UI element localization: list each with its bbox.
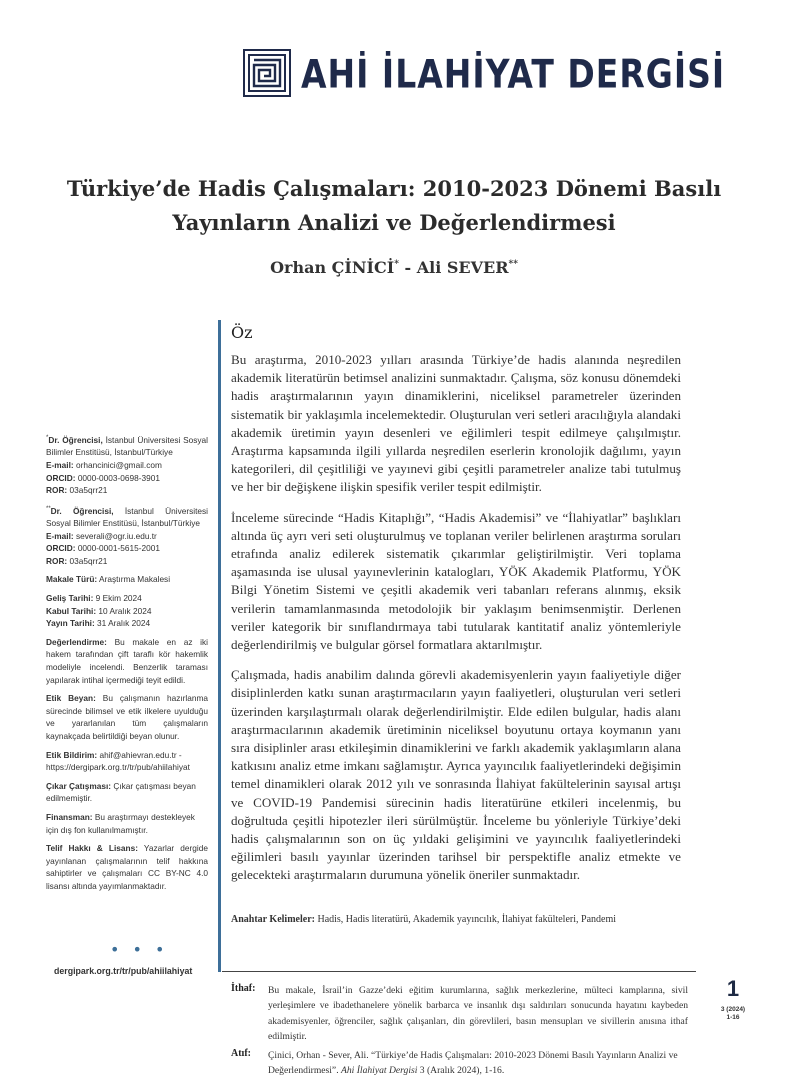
journal-name: AHİ İLAHİYAT DERGİSİ xyxy=(301,49,726,97)
license-statement: Telif Hakkı & Lisans: Yazarlar dergide yayınlanan çalışmalarının telif hakkına sahiptirler ve çalışmaları CC BY-NC 4.0 lisansı altında yayımlanmaktadır. xyxy=(46,843,208,891)
author2-email[interactable]: severali@ogr.iu.edu.tr xyxy=(75,530,157,541)
article-info-sidebar xyxy=(46,432,208,899)
author-name: Ali SEVER xyxy=(416,258,509,277)
article-dates: Geliş Tarihi: 9 Ekim 2024 Kabul Tarihi: 10 Aralık 2024 Yayın Tarihi: 31 Aralık 2024 xyxy=(46,593,152,629)
journal-site-link[interactable]: dergipark.org.tr/tr/pub/ahiilahiyat xyxy=(54,966,193,976)
abstract-paragraph: İnceleme sürecinde “Hadis Kitaplığı”, “Hadis Akademisi” ve “İlahiyatlar” başlıkları altında üç ayrı veri seti oluşturulmuş ve toplanan veriler belirlenen araştırma soruları etrafında analiz edilerek sistematik çıkarımlar geliştirilmiştir. Veri toplama aşamasında ise ulusal yayınevlerinin katalogları, YÖK Akademik Platformu, YÖK Bilgi Yönetim Sistemi ve çeşitli akademik veri tabanları referans alınmış, eksik verilerin tamamlanmasında metodolojik bir yaklaşım benimsenmiştir. Derlenen veriler kategorik bir sınıflandırmaya tabi tutularak kantitatif analiz yöntemleriyle değerlendirilmiş ve bulgular görsel formatlara aktarılmıştır. xyxy=(231,509,681,653)
footer-divider xyxy=(222,971,696,972)
review-statement: Değerlendirme: Bu makale en az iki hakem tarafından çift taraflı kör hakemlik modeliyle incelendi. Benzerlik taraması yapılarak intihal içermediği teyit edildi. xyxy=(46,636,208,685)
author2-affiliation: **Dr. Öğrencisi, İstanbul Üniversitesi Sosyal Bilimler Enstitüsü, İstanbul/Türkiye E-mail: severali@ogr.iu.edu.tr ORCID: 0000-0001-5615-2001 ROR: 03a5qrr21 xyxy=(46,505,208,566)
ethics-report-contact[interactable]: ahif@ahievran.edu.tr - https://dergipark.org.tr/tr/pub/ahiilahiyat xyxy=(46,749,190,773)
journal-logo xyxy=(243,48,725,98)
article-type: Makale Türü: Araştırma Makalesi xyxy=(46,574,171,585)
citation-text: Çinici, Orhan - Sever, Ali. “Türkiye’de Hadis Çalışmaları: 2010-2023 Dönemi Basılı Yayınların Analizi ve Değerlendirmesi”. Ahi İlahiyat Dergisi 3 (Aralık 2024), 1-16. xyxy=(268,1050,678,1077)
keywords: Anahtar Kelimeler: Hadis, Hadis literatürü, Akademik yayıncılık, İlahiyat fakülteleri, Pandemi xyxy=(231,914,616,925)
author1-ror[interactable]: 03a5qrr21 xyxy=(69,485,108,496)
funding-statement: Finansman: Bu araştırmayı destekleyek için dış fon kullanılmamıştır. xyxy=(46,811,195,835)
author1-affiliation: *Dr. Öğrencisi, İstanbul Üniversitesi Sosyal Bilimler Enstitüsü, İstanbul/Türkiye E-mail: orhancinici@gmail.com ORCID: 0000-0003-0698-3901 ROR: 03a5qrr21 xyxy=(46,434,208,496)
author-separator: - xyxy=(398,258,417,277)
abstract-body xyxy=(231,351,681,897)
ethics-report: Etik Bildirim: ahif@ahievran.edu.tr - https://dergipark.org.tr/tr/pub/ahiilahiyat xyxy=(46,749,190,773)
decorative-dots: • • • xyxy=(110,940,169,959)
article-title: Türkiye’de Hadis Çalışmaları: 2010-2023 Dönemi Basılı Yayınların Analizi ve Değerlendirmesi xyxy=(66,176,722,235)
author2-orcid[interactable]: 0000-0001-5615-2001 xyxy=(77,543,160,554)
abstract-heading: Öz xyxy=(231,323,253,342)
journal-emblem-icon xyxy=(243,49,291,97)
author1-email[interactable]: orhancinici@gmail.com xyxy=(75,459,162,470)
dedication-label: İthaf: xyxy=(231,983,256,994)
column-divider xyxy=(218,320,221,972)
abstract-paragraph: Çalışmada, hadis anabilim dalında görevli akademisyenlerin yayın faaliyetiyle diğer disiplinlerden katkı sunan araştırmacıların yayın faaliyetleri, oluşturulan veri setleri üzerinden karşılaştırmalı olarak değerlendirilmiştir. Elde edilen bulgular, hadis alanı araştırmacılarının akademik üretiminin niceliksel boyutunu ortaya koymanın yanı sıra disiplinler arası etkileşimin dinamiklerini ve farklı akademik yaklaşımların alana katkısını analiz etme imkanı sağlamıştır. Ayrıca yayıncılık faaliyetlerindeki değişimin temel dinamikleri olarak 2012 yılı ve sonrasında İlahiyat fakültelerinin sayısal artışı ve COVID-19 Pandemisi sürecinin hadis literatürüne etkileri incelenmiş, bu doğrultuda çeşitli hipotezler ileri sürülmüştür. İnceleme bu yönleriyle Türkiye’deki hadis çalışmalarının son on üç yıldaki gelişimini ve yayıncılık faaliyetlerindeki eğilimleri basılı yayınlar üzerinden tarihsel bir perspektifle analiz etmekte ve gelecekteki araştırmaların durumuna yönelik öneriler sunmaktadır. xyxy=(231,667,681,883)
author-line xyxy=(30,258,758,277)
issue-info: 3 (2024) 1-16 xyxy=(720,1006,746,1021)
conflict-statement: Çıkar Çatışması: Çıkar çatışması beyan edilmemiştir. xyxy=(46,780,196,804)
ethics-statement: Etik Beyan: Bu çalışmanın hazırlanma sürecinde bilimsel ve etik ilkelere uyulduğu ve yararlanılan tüm çalışmaların kaynakçada belirtildiği beyan olunur. xyxy=(46,693,209,741)
author-footnote-mark: * xyxy=(394,259,399,270)
citation-label: Atıf: xyxy=(231,1048,251,1059)
author-footnote-mark: ** xyxy=(508,259,518,270)
author2-ror[interactable]: 03a5qrr21 xyxy=(69,555,108,566)
dedication-text: Bu makale, İsrail’in Gazze’deki eğitim kurumlarına, sağlık merkezlerine, mülteci kamplarına, sivil yerleşimlere ve ibadethanelere yönelik barbarca ve insanlık dışı saldırıları sonucunda hayatını kaybeden akademisyenler, öğrenciler, sağlık çalışanları, din görevlileri, basın mensupları ve sivillerin anısına ithaf edilmiştir. xyxy=(268,985,688,1042)
page-number: 1 xyxy=(726,976,740,1001)
author-name: Orhan ÇİNİCİ xyxy=(270,258,395,277)
abstract-paragraph: Bu araştırma, 2010-2023 yılları arasında Türkiye’de hadis alanında neşredilen akademik literatürün betimsel analizini sunmaktadır. Çalışma, söz konusu dönemdeki hadis araştırmalarının yayın dinamiklerini, niceliksel parametreler üzerinden sistematik bir yaklaşımla incelemektedir. Oluşturulan veri setleri aracılığıyla alandaki akademik üretimin yayın desenleri ve eğilimleri tespit edilmeye çalışılmıştır. Araştırma kapsamında ilgili yıllarda neşredilen eserlerin kronolojik dağılımı, yayın kategorileri, dil çeşitliliği ve yayınevi gibi çeşitli parametreler analize tabi tutulmuş ve her bir değişkene ilişkin spesifik veriler tespit edilmiştir. xyxy=(231,352,681,495)
author1-orcid[interactable]: 0000-0003-0698-3901 xyxy=(77,472,160,483)
